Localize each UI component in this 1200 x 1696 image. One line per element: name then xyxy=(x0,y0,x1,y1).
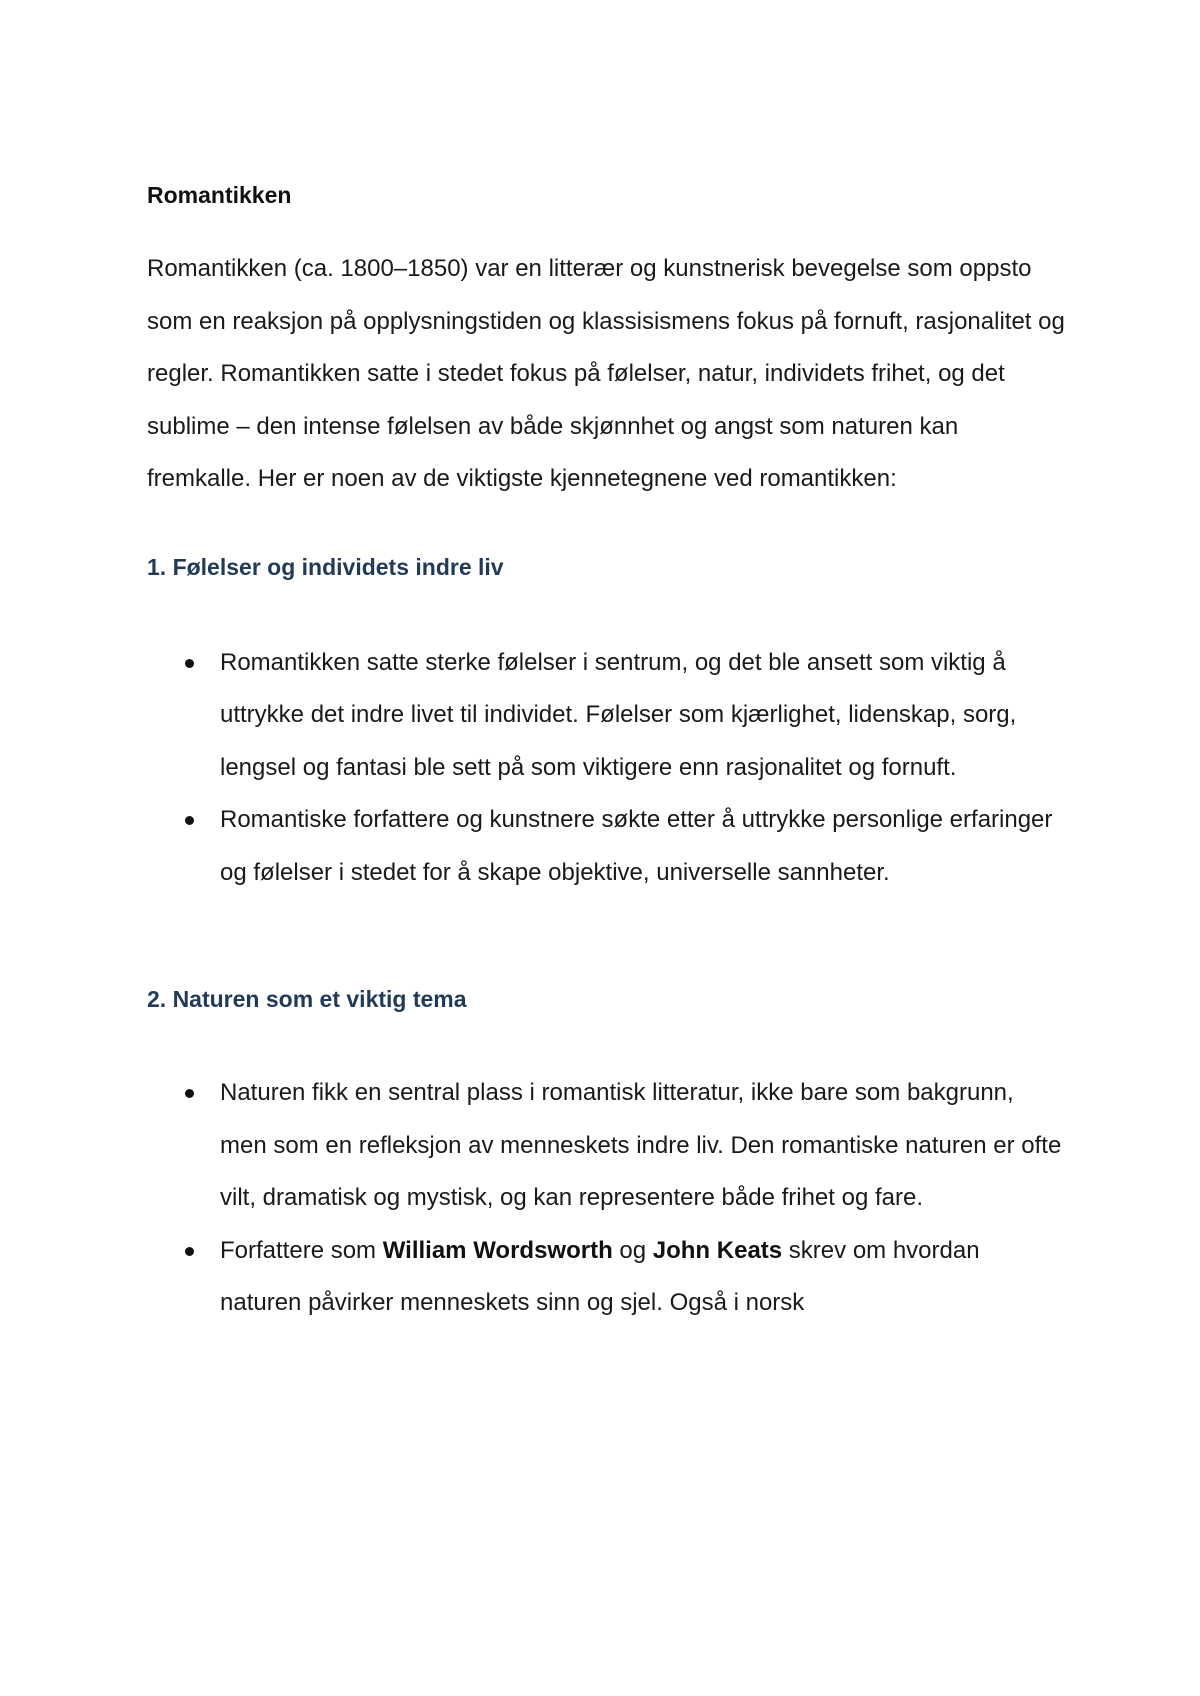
list-item xyxy=(147,1067,1067,1225)
list-item xyxy=(147,794,1067,899)
list-item-text-part: og xyxy=(612,1236,653,1264)
list-item xyxy=(147,1225,1067,1330)
list-item-text-part: skrev om hvordan naturen påvirker menneskets sinn og sjel. Også i norsk xyxy=(220,1236,980,1316)
author-name-keats: John Keats xyxy=(652,1236,783,1264)
list-item xyxy=(147,637,1067,795)
bullet-icon xyxy=(185,816,194,825)
bullet-icon xyxy=(185,659,194,668)
list-item-text: Romantikken satte sterke følelser i sentrum, og det ble ansett som viktig å uttrykke det indre livet til individet. Følelser som kjærlighet, lidenskap, sorg, lengsel og fantasi ble sett på som viktigere enn rasjonalitet og fornuft. xyxy=(220,648,1017,781)
bullet-list-feelings xyxy=(147,637,1067,900)
list-item-text-part: Forfattere som xyxy=(220,1236,383,1264)
bullet-icon xyxy=(185,1247,194,1256)
list-item-text: Naturen fikk en sentral plass i romantisk litteratur, ikke bare som bakgrunn, men som en refleksjon av menneskets indre liv. Den romantiske naturen er ofte vilt, dramatisk og mystisk, og kan representere både frihet og fare. xyxy=(220,1079,1062,1211)
document-body xyxy=(147,175,1067,1330)
document-title: Romantikken xyxy=(147,182,292,208)
author-name-wordsworth: William Wordsworth xyxy=(382,1236,613,1264)
bullet-list-nature xyxy=(147,1067,1067,1330)
intro-paragraph: Romantikken (ca. 1800–1850) var en litterær og kunstnerisk bevegelse som oppsto som en reaksjon på opplysningstiden og klassisismens fokus på fornuft, rasjonalitet og regler. Romantikken satte i stedet fokus på følelser, natur, individets frihet, og det sublime – den intense følelsen av både skjønnhet og angst som naturen kan fremkalle. Her er noen av de viktigste kjennetegnene ved romantikken: xyxy=(147,255,1065,492)
bullet-icon xyxy=(185,1089,194,1098)
list-item-text: Romantiske forfattere og kunstnere søkte etter å uttrykke personlige erfaringer og følelser i stedet for å skape objektive, universelle sannheter. xyxy=(220,806,1053,886)
section-heading-feelings: 1. Følelser og individets indre liv xyxy=(147,553,504,580)
section-heading-nature: 2. Naturen som et viktig tema xyxy=(147,986,467,1012)
